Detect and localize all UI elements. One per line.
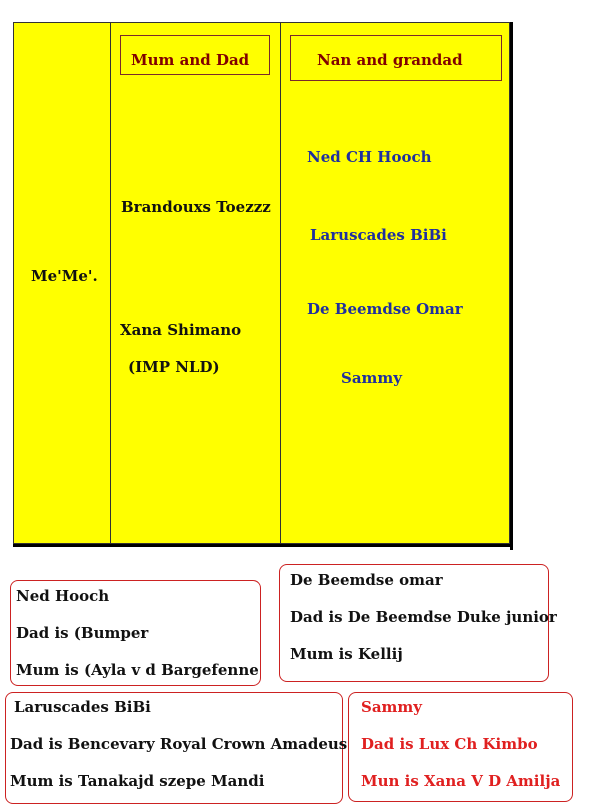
grandparent-2: Laruscades BiBi xyxy=(310,226,447,244)
dam-origin: (IMP NLD) xyxy=(128,358,220,376)
subject-name: Me'Me'. xyxy=(31,267,98,285)
card-bibi-dad: Dad is Bencevary Royal Crown Amadeus xyxy=(10,735,348,753)
parents-header: Mum and Dad xyxy=(131,51,250,69)
card-beemdse-mum: Mum is Kellij xyxy=(290,645,403,663)
card-beemdse-dad: Dad is De Beemdse Duke junior xyxy=(290,608,557,626)
card-ned-title: Ned Hooch xyxy=(16,587,110,605)
card-sammy-mum: Mun is Xana V D Amilja xyxy=(361,772,561,790)
card-sammy-dad: Dad is Lux Ch Kimbo xyxy=(361,735,538,753)
grandparents-header: Nan and grandad xyxy=(317,51,463,69)
card-ned-dad: Dad is (Bumper xyxy=(16,624,149,642)
card-ned-mum: Mum is (Ayla v d Bargefenne xyxy=(16,661,259,679)
pedigree-border-right xyxy=(510,22,513,550)
dam-name: Xana Shimano xyxy=(120,321,242,339)
card-sammy-title: Sammy xyxy=(361,698,423,716)
grandparent-3: De Beemdse Omar xyxy=(307,300,463,318)
card-bibi-mum: Mum is Tanakajd szepe Mandi xyxy=(10,772,265,790)
column-divider-1 xyxy=(110,22,111,544)
column-divider-2 xyxy=(280,22,281,544)
pedigree-border-bottom xyxy=(13,544,513,547)
sire-name: Brandouxs Toezzz xyxy=(121,198,271,216)
grandparent-1: Ned CH Hooch xyxy=(307,148,432,166)
card-bibi-title: Laruscades BiBi xyxy=(14,698,151,716)
grandparent-4: Sammy xyxy=(341,369,403,387)
card-beemdse-title: De Beemdse omar xyxy=(290,571,443,589)
